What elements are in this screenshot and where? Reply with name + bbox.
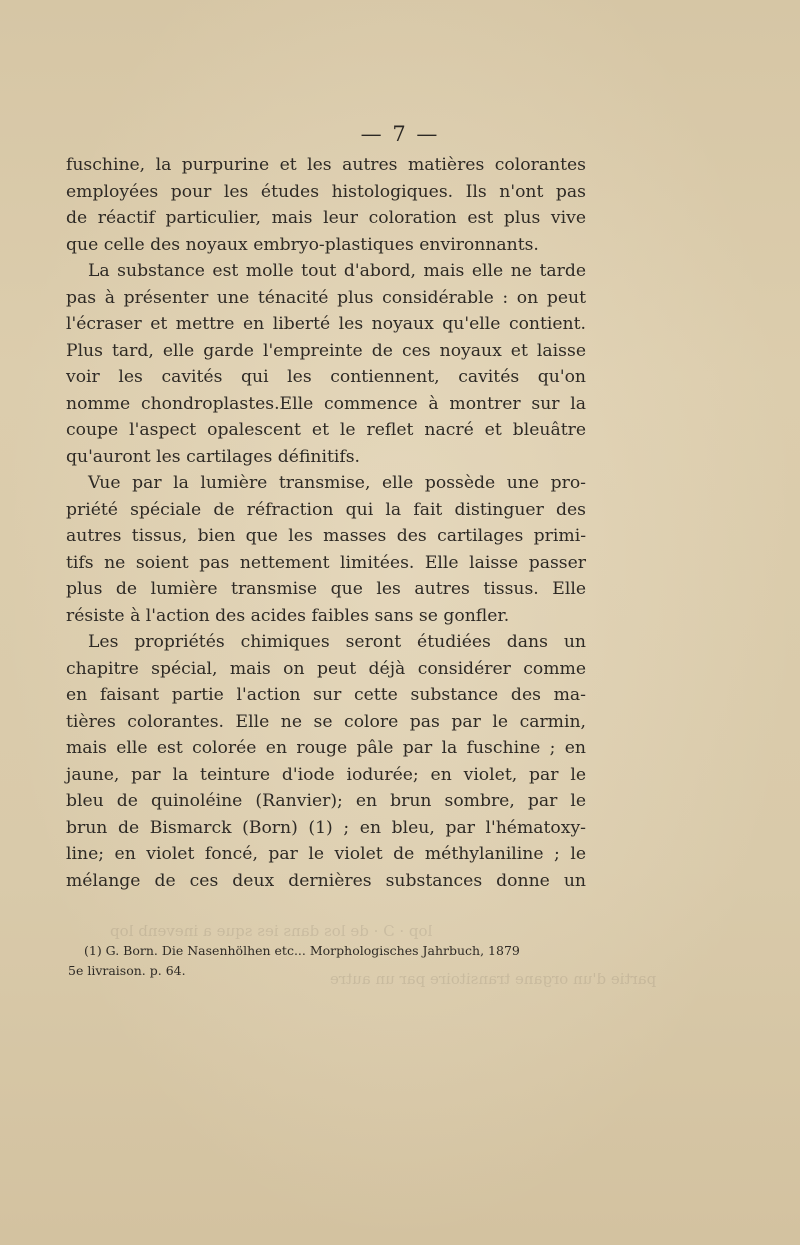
text-line: bleu de quinoléine (Ranvier); en brun sombre, par le <box>66 791 586 811</box>
text-line: résiste à l'action des acides faibles sans se gonfler. <box>66 605 510 626</box>
text-line: tières colorantes. Elle ne se colore pas par le carmin, <box>66 711 586 732</box>
text-line: mais elle est colorée en rouge pâle par la fuschine ; en <box>66 738 586 758</box>
text-line: employées pour les études histologiques. Ils n'ont pas <box>66 181 586 202</box>
text-line: Les propriétés chimiques seront étudiées dans un <box>88 632 586 652</box>
bleed-through-text: lop · Ɔ · de los dans ies sque a inevenb lop <box>110 922 433 940</box>
text-line: coupe l'aspect opalescent et le reflet nacré et bleuâtre <box>66 420 586 440</box>
text-line: plus de lumière transmise que les autres tissus. Elle <box>66 579 586 599</box>
text-line: line; en violet foncé, par le violet de méthylaniline ; le <box>66 844 586 864</box>
text-line: que celle des noyaux embryo-plastiques environnants. <box>66 234 539 255</box>
text-line: qu'auront les cartilages définitifs. <box>66 446 361 467</box>
text-line: de réactif particulier, mais leur coloration est plus vive <box>66 208 586 228</box>
text-line: Vue par la lumière transmise, elle possède une pro- <box>88 473 586 493</box>
footnote-line: 5e livraison. p. 64. <box>68 963 186 978</box>
text-line: en faisant partie l'action sur cette substance des ma- <box>66 685 586 705</box>
footnotes <box>68 941 584 981</box>
text-line: brun de Bismarck (Born) (1) ; en bleu, par l'hématoxy- <box>66 817 586 838</box>
text-line: autres tissus, bien que les masses des cartilages primi- <box>66 526 586 546</box>
text-line: fuschine, la purpurine et les autres matières colorantes <box>66 155 586 175</box>
text-line: voir les cavités qui les contiennent, cavités qu'on <box>66 367 586 387</box>
text-line: mélange de ces deux dernières substances donne un <box>66 870 586 891</box>
text-line: priété spéciale de réfraction qui la fait distinguer des <box>66 499 586 520</box>
bleed-through-text: partie d'un organe transitoire par un autre <box>330 970 657 988</box>
text-line: Plus tard, elle garde l'empreinte de ces noyaux et laisse <box>66 340 586 361</box>
text-line: jaune, par la teinture d'iode iodurée; en violet, par le <box>66 764 586 785</box>
page-number: — 7 — <box>360 122 440 146</box>
text-line: nomme chondroplastes.Elle commence à montrer sur la <box>66 393 586 414</box>
text-line: chapitre spécial, mais on peut déjà considérer comme <box>66 658 586 679</box>
text-line: La substance est molle tout d'abord, mais elle ne tarde <box>88 261 586 281</box>
text-line: l'écraser et mettre en liberté les noyaux qu'elle contient. <box>66 314 586 334</box>
footnote-line: (1) G. Born. Die Nasenhölhen etc... Morphologisches Jahrbuch, 1879 <box>84 943 520 958</box>
text-line: tifs ne soient pas nettement limitées. Elle laisse passer <box>66 552 586 573</box>
body-text <box>66 152 586 894</box>
text-line: pas à présenter une ténacité plus considérable : on peut <box>66 287 586 308</box>
